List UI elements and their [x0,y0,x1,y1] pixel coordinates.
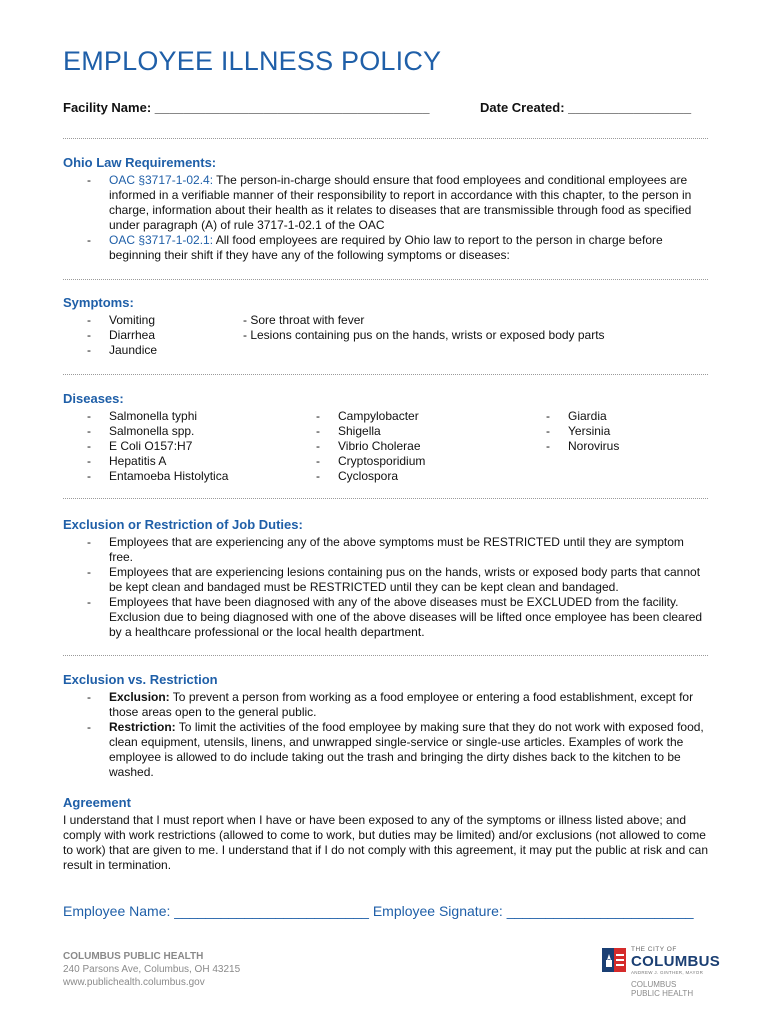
symptoms-section [63,295,708,358]
diseases-col-1 [63,409,292,484]
divider [63,138,708,139]
footer-org: COLUMBUS PUBLIC HEALTH [63,951,204,962]
list-item: - Employees that have been diagnosed with any of the above diseases must be EXCLUDED from the facility. Exclusion due to being diagnosed with one of the above diseases will be lifted once employee has been cleared by a healthcare professional or the local health department. [63,595,708,640]
logo-mayor: ANDREW J. GINTHER, MAYOR [631,970,704,975]
exclusion-vs-heading: Exclusion vs. Restriction [63,672,218,687]
date-created-label: Date Created: [480,100,565,115]
list-item [63,690,708,720]
list-item: - Salmonella spp. [63,424,292,439]
logo-subtitle [631,980,693,998]
logo-city-of: THE CITY OF [631,946,677,953]
facility-row [63,100,708,115]
list-item: - Lesions containing pus on the hands, wrists or exposed body parts [243,328,605,342]
list-item [63,233,708,263]
list-item: - Diarrhea [63,328,243,343]
employee-name-label: Employee Name: [63,903,171,919]
footer [63,950,240,989]
list-item [63,173,708,233]
facility-name-field[interactable] [63,100,430,115]
list-item: - Vomiting [63,313,243,328]
definition-text: To prevent a person from working as a food employee or entering a food establishment, except for those areas open to the general public. [109,690,694,719]
logo-city-name: COLUMBUS [631,953,721,970]
agreement-heading: Agreement [63,795,131,810]
oac-code-link: OAC §3717-1-02.4: [109,173,214,187]
divider [63,498,708,499]
list-item: - Jaundice [63,343,243,358]
logo-sub-line-1: COLUMBUS [631,980,677,989]
agreement-section [63,795,708,873]
signature-row [63,903,713,919]
symptoms-col-1 [63,313,243,358]
list-item: - Sore throat with fever [243,313,365,327]
columbus-flag-icon [602,948,626,972]
employee-signature-field[interactable] [373,903,694,919]
exclusion-duties-list [63,535,708,640]
list-item: - Employees that are experiencing lesions containing pus on the hands, wrists or exposed body parts that cannot be kept clean and bandaged must be RESTRICTED until they can be kept clean and bandaged. [63,565,708,595]
symptoms-col-2 [243,313,605,358]
list-item [63,720,708,780]
employee-signature-label: Employee Signature: [372,903,503,919]
symptoms-heading: Symptoms: [63,295,134,310]
employee-name-field[interactable] [63,903,373,919]
diseases-col-3 [522,409,702,484]
ohio-law-heading: Ohio Law Requirements: [63,155,217,170]
definition-text: To limit the activities of the food employee by making sure that they do not work with exposed food, clean equipment, utensils, linens, and unwrapped single-service or single-use articles. Examples of work the employee is allowed to do include taking out the trash and bringing the dirty dishes back to the kitchen to be washed. [109,720,704,779]
list-item: - E Coli O157:H7 [63,439,292,454]
oac-text: The person-in-charge should ensure that food employees and conditional employees are informed in a verifiable manner of their responsibility to report in accordance with this chapter, to the person in charge, information about their health as it relates to diseases that are transmissible through food as specified under paragraph (A) of rule 3717-1-02.1 of the OAC [109,173,692,232]
exclusion-vs-list [63,690,708,780]
agreement-text: I understand that I must report when I have or have been exposed to any of the symptoms or illness listed above; and comply with work restrictions (allowed to come to work, but duties may be limited) and/or exclusions (not allowed to come to work) that are given to me. I understand that if I do not comply with this agreement, it may put the public at risk and can result in termination. [63,813,708,872]
divider [63,279,708,280]
list-item: - Vibrio Cholerae [292,439,522,454]
list-item: - Hepatitis A [63,454,292,469]
employee-name-line[interactable]: _________________________ [174,903,369,919]
diseases-columns [63,409,708,484]
diseases-heading: Diseases: [63,391,124,406]
divider [63,655,708,656]
list-item: - Yersinia [522,424,702,439]
exclusion-duties-heading: Exclusion or Restriction of Job Duties: [63,517,303,532]
facility-name-label: Facility Name: [63,100,152,115]
exclusion-vs-section [63,672,708,780]
list-item: - Giardia [522,409,702,424]
logo-sub-line-2: PUBLIC HEALTH [631,989,694,998]
ohio-law-list [63,173,708,263]
definition-term: Restriction: [109,720,176,734]
list-item: - Campylobacter [292,409,522,424]
diseases-col-2 [292,409,522,484]
footer-website: www.publichealth.columbus.gov [63,977,205,988]
list-item: - Cyclospora [292,469,522,484]
oac-text: All food employees are required by Ohio law to report to the person in charge before beginning their shift if they have any of the following symptoms or diseases: [109,233,663,262]
ohio-law-section [63,155,708,263]
page-title: EMPLOYEE ILLNESS POLICY [63,46,442,76]
definition-term: Exclusion: [109,690,170,704]
list-item: - Entamoeba Histolytica [63,469,292,484]
employee-signature-line[interactable]: ________________________ [506,903,694,919]
date-created-line[interactable]: _________________ [568,100,692,115]
footer-address: 240 Parsons Ave, Columbus, OH 43215 [63,964,241,975]
oac-code-link: OAC §3717-1-02.1: [109,233,214,247]
divider [63,374,708,375]
list-item: - Norovirus [522,439,702,454]
date-created-field[interactable] [480,100,691,115]
symptoms-columns [63,313,708,358]
list-item: - Cryptosporidium [292,454,522,469]
list-item: - Employees that are experiencing any of the above symptoms must be RESTRICTED until they are symptom free. [63,535,708,565]
facility-name-line[interactable]: ______________________________________ [154,100,430,115]
exclusion-duties-section [63,517,708,640]
list-item: - Salmonella typhi [63,409,292,424]
list-item: - Shigella [292,424,522,439]
diseases-section [63,391,708,484]
